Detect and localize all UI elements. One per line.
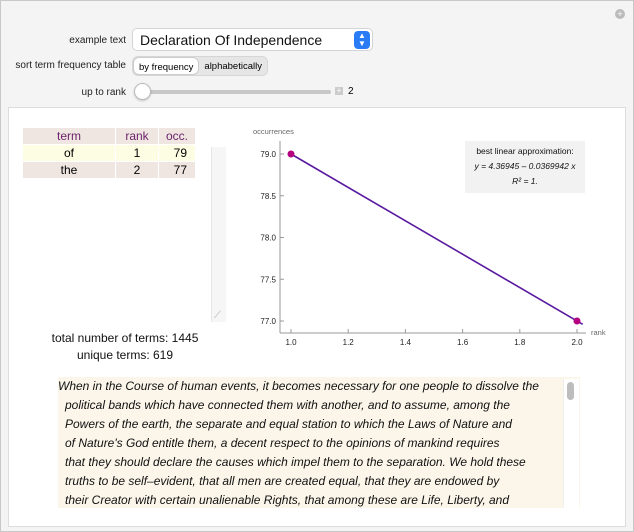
table-row [23,145,195,161]
sort-by-frequency-button[interactable]: by frequency [133,57,199,75]
y-tick-label: 77.0 [260,317,276,326]
rank-slider-thumb[interactable] [134,83,151,100]
example-text-label: example text [69,35,126,46]
text-line: truths to be self–evident, that all men are created equal, that they are endowed by [65,474,500,488]
y-tick-label: 78.5 [260,191,276,201]
table-row [23,162,195,178]
sort-alphabetically-button[interactable]: alphabetically [204,61,262,72]
rank-label: up to rank [81,87,126,98]
cell-term: of [23,145,115,161]
resize-grip-icon[interactable]: ⟋ [214,310,221,321]
plus-icon[interactable]: + [615,9,625,19]
table-scrollbar[interactable] [211,147,226,322]
text-line: political bands which have connected them with another, and to assume, among the [65,398,510,412]
data-point [288,151,295,158]
cell-rank: 1 [116,145,158,161]
example-text-value: Declaration Of Independence [140,32,323,48]
text-line: of Nature's God entitle them, a decent respect to the opinions of mankind requires [65,436,500,450]
document-text [58,377,580,508]
x-tick-label: 1.6 [457,338,469,347]
y-axis-label: occurrences [253,127,294,136]
unique-terms: unique terms: 619 [76,348,174,362]
legend-r2: R² = 1. [512,176,538,186]
x-axis-label: rank [591,328,606,337]
text-scrollbar-thumb[interactable] [567,382,574,400]
cell-rank: 2 [116,162,158,178]
y-tick-label: 77.5 [260,275,276,285]
rank-value: 2 [348,86,354,97]
text-line: Powers of the earth, the separate and equal station to which the Laws of Nature and [65,417,512,431]
x-tick-label: 1.2 [342,338,354,347]
text-line: their Creator with certain unalienable Rights, that among these are Life, Liberty, and [65,493,510,507]
cell-occ: 79 [159,145,195,161]
expand-icon[interactable]: + [336,86,342,95]
x-tick-label: 1.4 [399,338,411,347]
total-terms: total number of terms: 1445 [51,331,199,345]
legend-title: best linear approximation: [476,146,574,156]
chart-legend [465,141,585,193]
y-tick-label: 79.0 [260,150,276,159]
header-occ: occ. [159,128,195,144]
header-rank: rank [116,128,158,144]
text-line: When in the Course of human events, it becomes necessary for one people to dissolve the [58,379,539,393]
x-tick-label: 1.8 [514,338,526,347]
x-tick-label: 1.0 [285,338,297,347]
example-text-select[interactable] [132,28,373,51]
data-point [574,318,581,325]
cell-occ: 77 [159,162,195,178]
y-tick-label: 78.0 [260,233,276,243]
chevron-updown-icon: ▲ ▼ [354,31,370,49]
x-tick-label: 2.0 [571,338,583,347]
cell-term: the [23,162,115,178]
text-line: that they should declare the causes which impel them to the separation. We hold these [65,455,526,469]
legend-equation: y = 4.36945 – 0.0369942 x [474,161,576,171]
header-term: term [23,128,115,144]
sort-label: sort term frequency table [15,60,126,71]
sort-segmented-control[interactable] [132,56,268,76]
rank-slider[interactable] [137,90,331,94]
term-frequency-table [22,127,196,179]
